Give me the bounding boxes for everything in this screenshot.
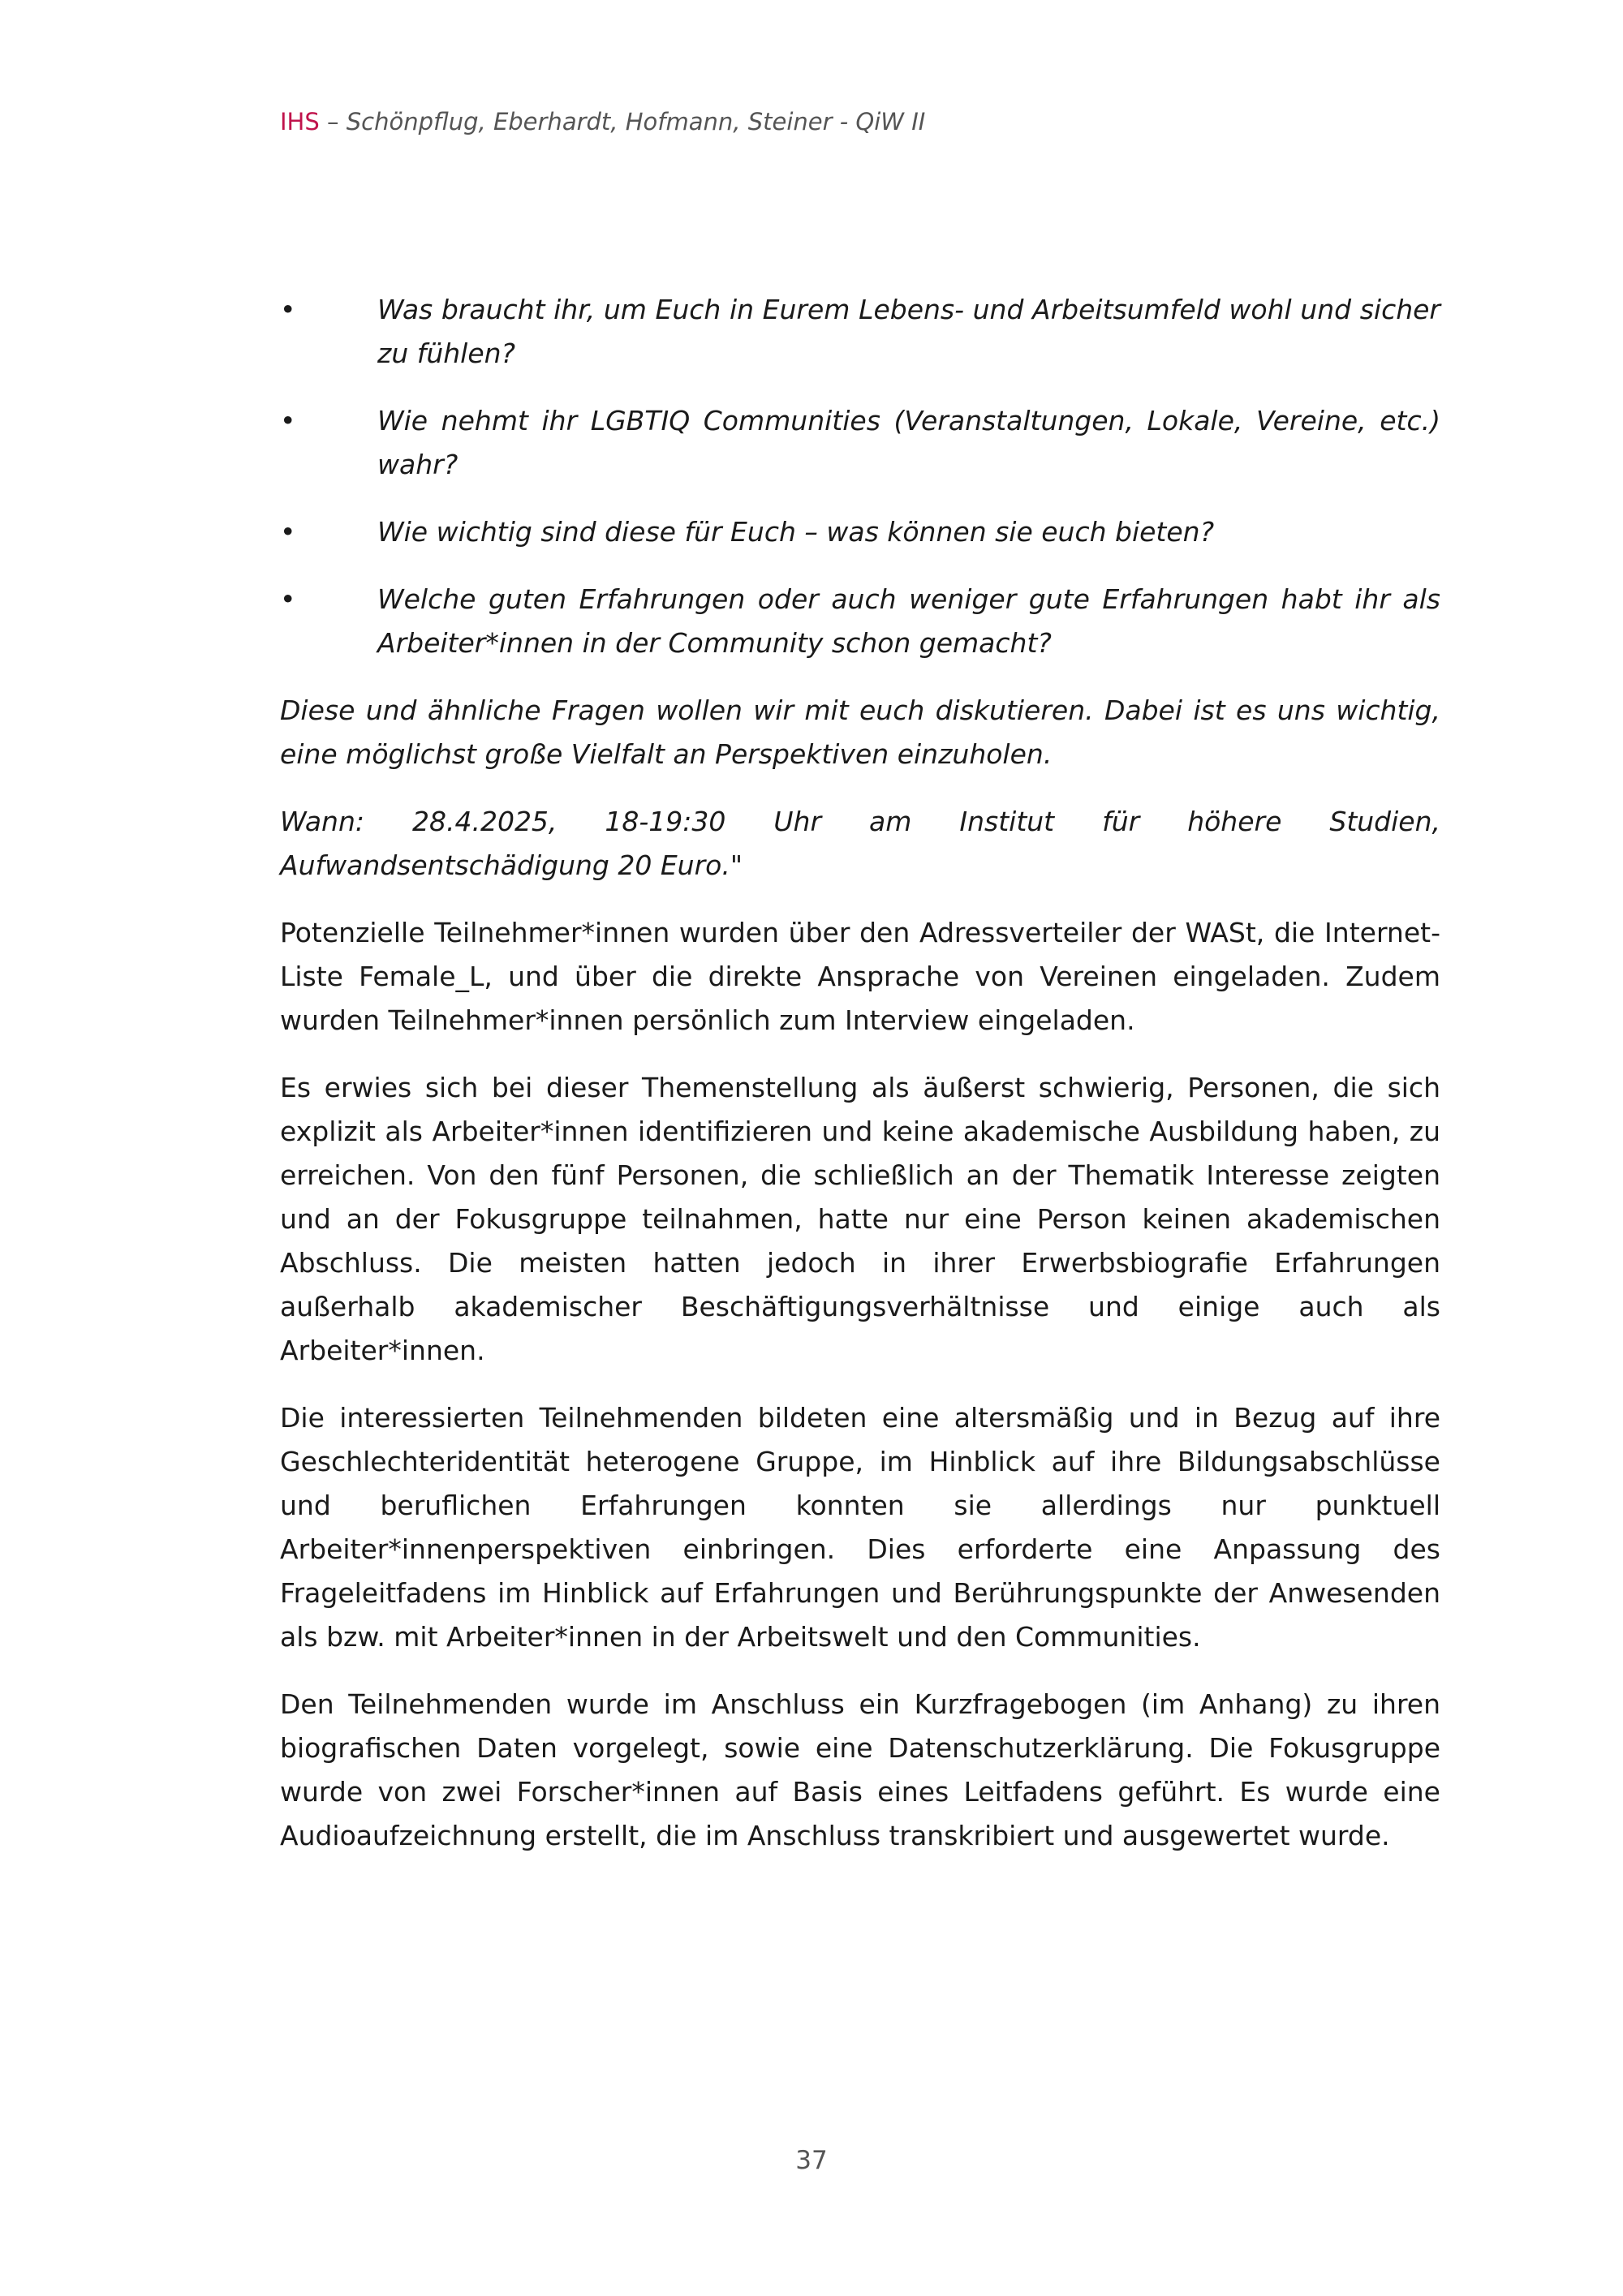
main-content xyxy=(280,288,1440,1881)
intro-paragraph: Diese und ähnliche Fragen wollen wir mit euch diskutieren. Dabei ist es uns wichtig, eine möglichst große Vielfalt an Perspektiven einzuholen. xyxy=(280,694,1440,770)
date-paragraph: Wann: 28.4.2025, 18-19:30 Uhr am Institut für höhere Studien, Aufwandsentschädigung 20 Euro." xyxy=(280,806,1440,881)
bullet-icon: • xyxy=(280,405,296,436)
list-item xyxy=(280,578,1440,665)
brand-name: IHS xyxy=(280,108,320,135)
page-number: 37 xyxy=(795,2146,828,2175)
list-item-text: Welche guten Erfahrungen oder auch weniger gute Erfahrungen habt ihr als Arbeiter*innen in der Community schon gemacht? xyxy=(377,583,1440,659)
list-item xyxy=(280,288,1440,376)
list-item xyxy=(280,399,1440,487)
header-authors: Schönpflug, Eberhardt, Hofmann, Steiner - QiW II xyxy=(346,108,926,135)
body-paragraph: Es erwies sich bei dieser Themenstellung als äußerst schwierig, Personen, die sich explizit als Arbeiter*innen identifizieren und keine akademische Ausbildung haben, zu erreichen. Von den fünf Personen, die schließlich an der Thematik Interesse zeigten und an der Fokusgruppe teilnahmen, hatte nur eine Person keinen akademischen Abschluss. Die meisten hatten jedoch in ihrer Erwerbsbiografie Erfahrungen außerhalb akademischer Beschäftigungsverhältnisse und einige auch als Arbeiter*innen. xyxy=(280,1072,1440,1366)
list-item-text: Wie wichtig sind diese für Euch – was können sie euch bieten? xyxy=(377,516,1215,548)
body-paragraph: Potenzielle Teilnehmer*innen wurden über den Adressverteiler der WASt, die Internet-Liste Female_L, und über die direkte Ansprache von Vereinen eingeladen. Zudem wurden Teilnehmer*innen persönlich zum Interview eingeladen. xyxy=(280,917,1440,1036)
bullet-icon: • xyxy=(280,583,296,615)
page-header xyxy=(280,105,925,138)
bullet-icon: • xyxy=(280,294,296,325)
question-list xyxy=(280,288,1440,665)
bullet-icon: • xyxy=(280,516,296,548)
header-separator: – xyxy=(319,108,347,135)
list-item-text: Was braucht ihr, um Euch in Eurem Lebens- und Arbeitsumfeld wohl und sicher zu fühlen? xyxy=(377,294,1440,369)
body-paragraph: Den Teilnehmenden wurde im Anschluss ein Kurzfragebogen (im Anhang) zu ihren biografischen Daten vorgelegt, sowie eine Datenschutzerklärung. Die Fokusgruppe wurde von zwei Forscher*innen auf Basis eines Leitfadens geführt. Es wurde eine Audioaufzeichnung erstellt, die im Anschluss transkribiert und ausgewertet wurde. xyxy=(280,1688,1440,1851)
list-item xyxy=(280,510,1440,554)
body-paragraph: Die interessierten Teilnehmenden bildeten eine altersmäßig und in Bezug auf ihre Geschlechteridentität heterogene Gruppe, im Hinblick auf ihre Bildungsabschlüsse und beruflichen Erfahrungen konnten sie allerdings nur punktuell Arbeiter*innenperspektiven einbringen. Dies erforderte eine Anpassung des Frageleitfadens im Hinblick auf Erfahrungen und Berührungspunkte der Anwesenden als bzw. mit Arbeiter*innen in der Arbeitswelt und den Communities. xyxy=(280,1402,1440,1653)
list-item-text: Wie nehmt ihr LGBTIQ Communities (Veranstaltungen, Lokale, Vereine, etc.) wahr? xyxy=(377,405,1440,480)
